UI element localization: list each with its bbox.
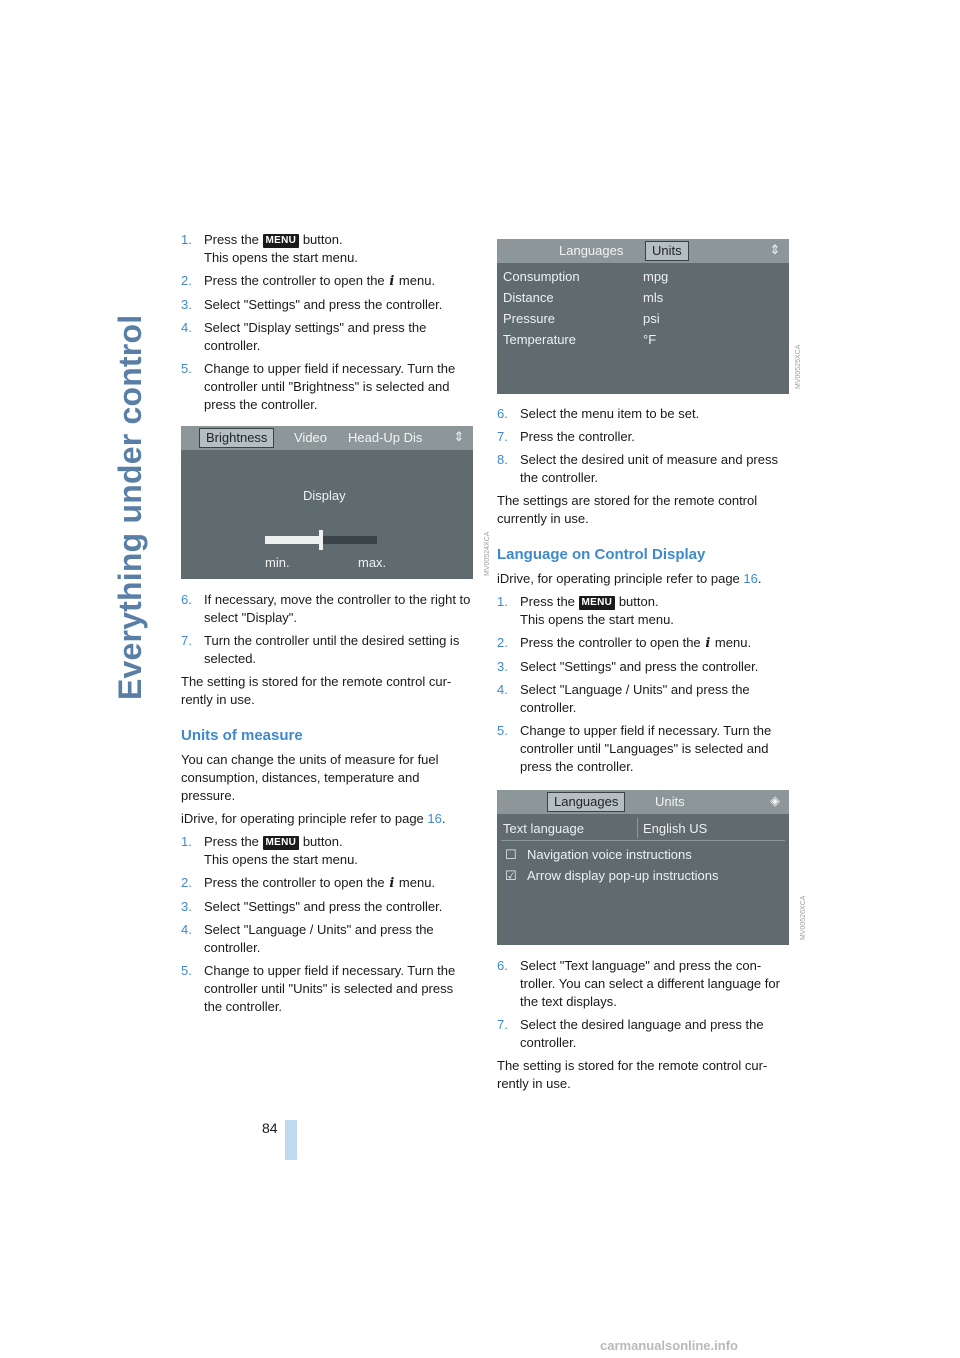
units-row-value: mls <box>643 290 664 305</box>
brightness-slider-fill <box>265 536 321 544</box>
text-language-label: Text language <box>503 821 584 836</box>
step-item: 1. Press the MENU button. This opens the start menu. <box>181 834 358 867</box>
units-screen-figure <box>497 239 802 394</box>
tab-units: Units <box>655 794 685 809</box>
right-column <box>497 405 807 1098</box>
page-link[interactable]: 16 <box>743 571 758 586</box>
menu-button-icon: MENU <box>263 234 300 248</box>
controller-icon: ◈ <box>770 793 780 808</box>
left-column <box>181 231 491 1021</box>
step-item: 5. Change to upper field if necessary. Turn the controller until "Units" is selected and press the controller. <box>181 963 456 1014</box>
step-list-a <box>181 231 473 414</box>
info-icon: i <box>705 636 711 651</box>
scroll-arrows-icon: ⇕ <box>453 429 465 444</box>
step-item: 4. Select "Display settings" and press the controller. <box>181 320 427 353</box>
info-icon: i <box>389 274 395 289</box>
step-item: 6. Select the menu item to be set. <box>497 406 700 421</box>
step-item: 5. Change to upper field if necessary. Turn the controller until "Languages" is selected and press the controller. <box>497 723 772 774</box>
min-label: min. <box>265 555 290 570</box>
brightness-slider-knob <box>319 530 323 550</box>
languages-screen-figure <box>497 790 807 945</box>
step-item: 8. Select the desired unit of measure and press the controller. <box>497 452 778 485</box>
checkbox-unchecked-icon: ☐ <box>505 847 517 862</box>
max-label: max. <box>358 555 387 570</box>
units-row-label: Distance <box>503 290 554 305</box>
step-list-c <box>181 833 473 1016</box>
step-item: 7. Turn the controller until the desired setting is selected. <box>181 633 460 666</box>
units-row-value: psi <box>643 311 660 326</box>
side-section-title: Everything under control <box>112 314 148 700</box>
field-divider <box>501 840 785 841</box>
units-row-label: Temperature <box>503 332 576 347</box>
step-item: 2. Press the controller to open the i menu. <box>497 635 752 651</box>
menu-button-icon: MENU <box>263 836 300 850</box>
field-divider <box>637 818 638 838</box>
idrive-reference: iDrive, for operating principle refer to page 16. <box>497 571 762 586</box>
tab-brightness: Brightness <box>199 428 274 448</box>
language-heading: Language on Control Display <box>497 546 706 563</box>
step-list-e <box>497 593 789 776</box>
step-item: 4. Select "Language / Units" and press the controller. <box>497 682 750 715</box>
checkbox-checked-icon: ☑ <box>505 868 517 883</box>
figure-code: MV00525XCA <box>795 344 802 389</box>
units-heading: Units of measure <box>181 727 303 744</box>
page-link[interactable]: 16 <box>427 811 442 826</box>
step-list-b <box>181 591 473 668</box>
page-marker-bar <box>285 1120 297 1160</box>
step-item: 2. Press the controller to open the i menu. <box>181 273 436 289</box>
option-label: Arrow display pop-up instructions <box>527 868 719 883</box>
info-icon: i <box>389 876 395 891</box>
tab-head-up-display: Head-Up Dis <box>348 430 423 445</box>
text-language-value: English US <box>643 821 708 836</box>
units-row-value: °F <box>643 332 657 347</box>
units-row-value: mpg <box>643 269 669 284</box>
units-row-label: Pressure <box>503 311 556 326</box>
step-item: 5. Change to upper field if necessary. Turn the controller until "Brightness" is selected and press the controller. <box>181 361 456 412</box>
step-item: 1. Press the MENU button. This opens the start menu. <box>497 594 674 627</box>
tab-video: Video <box>294 430 328 445</box>
menu-button-icon: MENU <box>579 596 616 610</box>
figure-code: MV00524XCA <box>484 531 491 576</box>
tab-units: Units <box>645 241 689 261</box>
page-number: 84 <box>262 1120 278 1136</box>
step-item: 4. Select "Language / Units" and press the controller. <box>181 922 434 955</box>
step-item: 3. Select "Settings" and press the controller. <box>181 297 443 312</box>
step-item: 7. Press the controller. <box>497 429 635 444</box>
brightness-screen-figure <box>181 426 491 579</box>
brightness-slider <box>265 536 377 544</box>
step-item: 3. Select "Settings" and press the controller. <box>497 659 759 674</box>
tab-languages: Languages <box>559 243 624 258</box>
idrive-reference: iDrive, for operating principle refer to page 16. <box>181 811 446 826</box>
step-item: 7. Select the desired language and press the controller. <box>497 1017 764 1050</box>
screen-tab-bar <box>497 239 789 263</box>
option-label: Navigation voice instructions <box>527 847 692 862</box>
step-list-f <box>497 957 789 1052</box>
figure-code: MV00526XCA <box>800 895 807 940</box>
watermark: carmanualsonline.info <box>600 1338 738 1353</box>
screen-tab-bar <box>497 790 789 814</box>
note-paragraph: The setting is stored for the remote control cur-rently in use. <box>181 674 452 707</box>
units-row-label: Consumption <box>503 269 580 284</box>
step-item: 2. Press the controller to open the i menu. <box>181 875 436 891</box>
units-intro: You can change the units of measure for fuel consumption, distances, temperature and pressure. <box>181 752 439 803</box>
step-item: 3. Select "Settings" and press the controller. <box>181 899 443 914</box>
step-item: 1. Press the MENU button. This opens the start menu. <box>181 232 358 265</box>
display-label: Display <box>303 488 346 503</box>
note-paragraph: The settings are stored for the remote control currently in use. <box>497 493 758 526</box>
step-item: 6. If necessary, move the controller to the right to select "Display". <box>181 592 471 625</box>
step-item: 6. Select "Text language" and press the con-troller. You can select a different language for the text displays. <box>497 958 780 1009</box>
note-paragraph: The setting is stored for the remote control cur-rently in use. <box>497 1058 768 1091</box>
step-list-d <box>497 405 789 487</box>
screen-tab-bar <box>181 426 473 450</box>
tab-languages: Languages <box>547 792 625 812</box>
scroll-arrows-icon: ⇕ <box>769 242 781 257</box>
